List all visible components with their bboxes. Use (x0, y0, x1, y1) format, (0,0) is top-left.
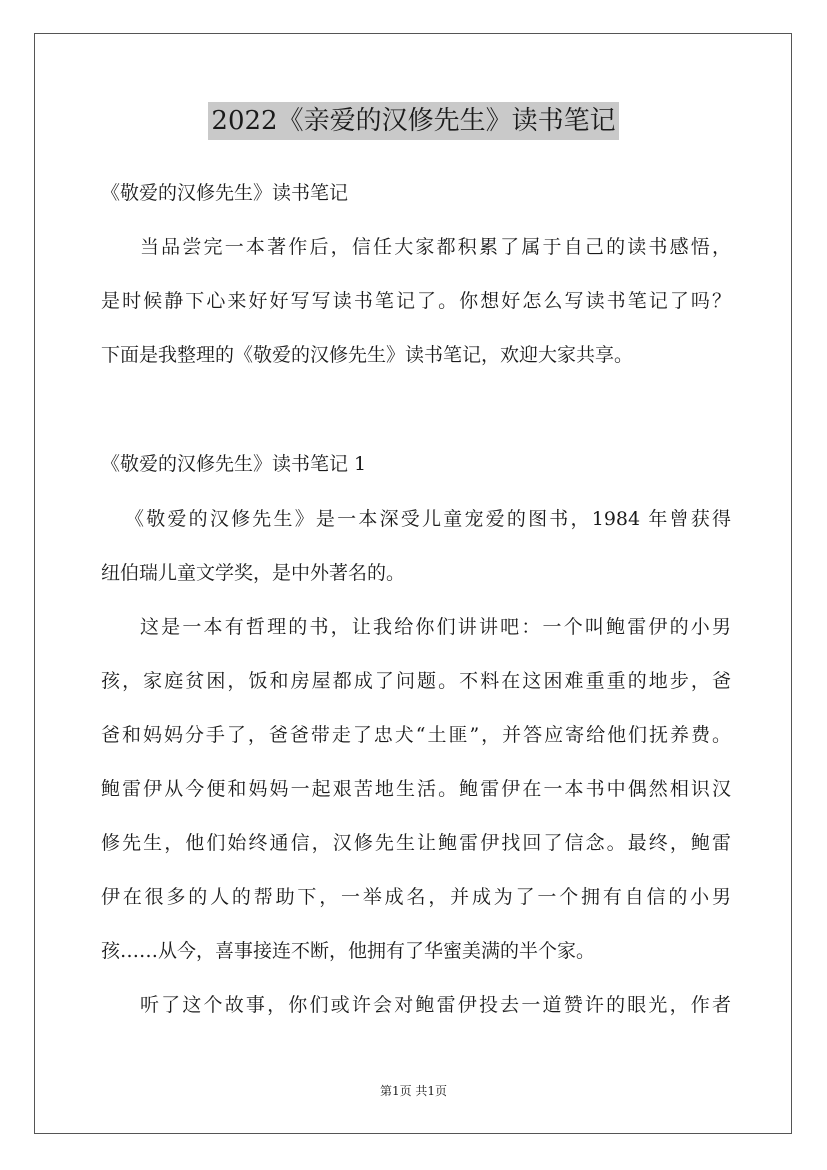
section-heading: 《敬爱的汉修先生》读书笔记 1 (101, 453, 367, 475)
paragraph-line: 下面是我整理的《敬爱的汉修先生》读书笔记，欢迎大家共享。 (101, 344, 634, 366)
paragraph-line: 伊在很多的人的帮助下，一举成名，并成为了一个拥有自信的小男 (101, 886, 731, 908)
paragraph-line: 纽伯瑞儿童文学奖，是中外著名的。 (101, 562, 406, 584)
paragraph-line: 修先生，他们始终通信，汉修先生让鲍雷伊找回了信念。最终，鲍雷 (101, 832, 731, 854)
paragraph-line: 听了这个故事，你们或许会对鲍雷伊投去一道赞许的眼光，作者 (140, 994, 731, 1016)
paragraph-line: 孩，家庭贫困，饭和房屋都成了问题。不料在这困难重重的地步，爸 (101, 670, 731, 692)
paragraph-line: 这是一本有哲理的书，让我给你们讲讲吧：一个叫鲍雷伊的小男 (140, 616, 731, 638)
page-footer: 第1页 共1页 (379, 1084, 448, 1098)
document-title: 2022《亲爱的汉修先生》读书笔记 (208, 102, 618, 140)
paragraph-line: 孩……从今，喜事接连不断，他拥有了华蜜美满的半个家。 (101, 940, 596, 962)
title-container (0, 102, 827, 140)
paragraph-line: 《敬爱的汉修先生》是一本深受儿童宠爱的图书，1984 年曾获得 (125, 508, 731, 530)
section-heading: 《敬爱的汉修先生》读书笔记 (101, 182, 349, 204)
paragraph-line: 是时候静下心来好好写写读书笔记了。你想好怎么写读书笔记了吗？ (101, 290, 731, 312)
paragraph-line: 爸和妈妈分手了，爸爸带走了忠犬“土匪”，并答应寄给他们抚养费。 (101, 724, 731, 746)
paragraph-line: 当品尝完一本著作后，信任大家都积累了属于自己的读书感悟， (140, 236, 731, 258)
paragraph-line: 鲍雷伊从今便和妈妈一起艰苦地生活。鲍雷伊在一本书中偶然相识汉 (101, 778, 731, 800)
